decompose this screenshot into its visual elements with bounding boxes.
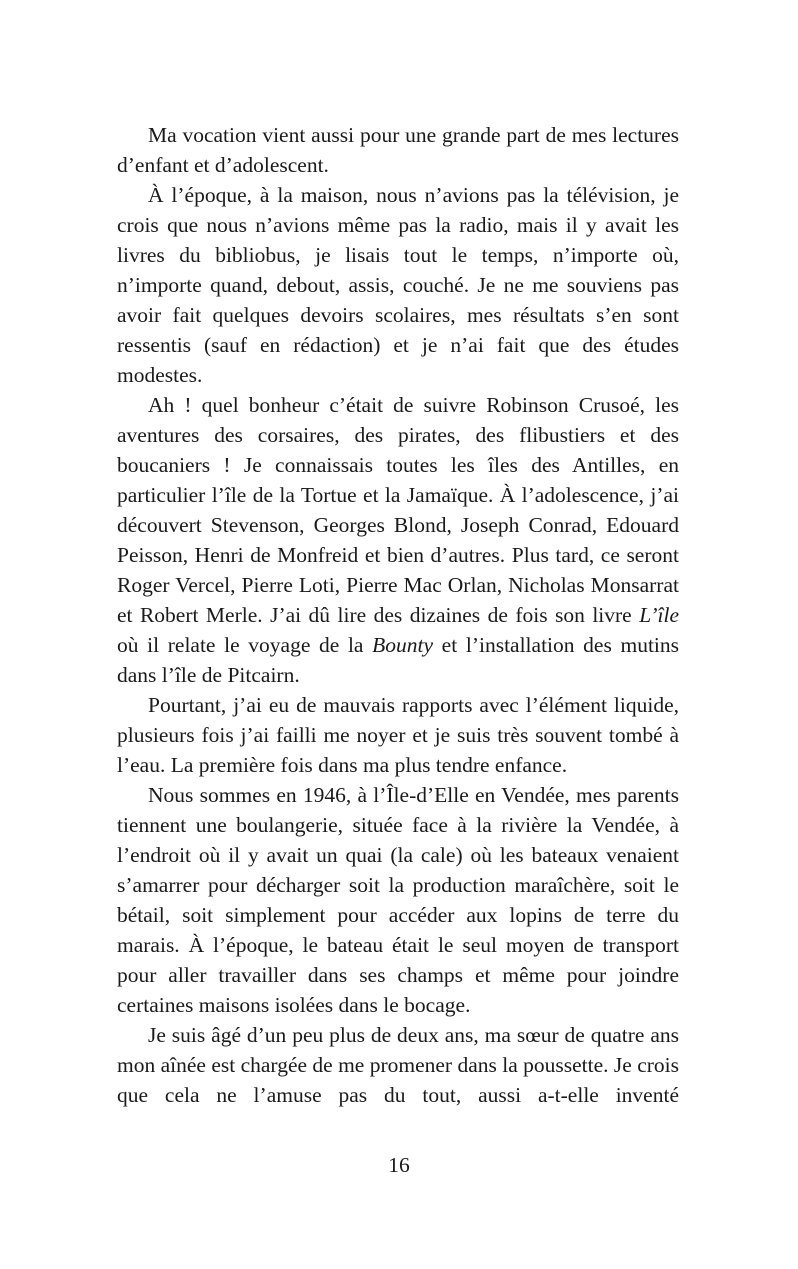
text-segment: et l’installation des mutins dans l’île de Pitcairn. <box>117 633 680 687</box>
paragraph <box>117 120 679 180</box>
text-segment: Ah ! quel bonheur c’était de suivre Robinson Crusoé, les aventures des corsaires, des pirates, des flibustiers et des boucaniers ! Je connaissais toutes les îles des Antilles, en particulier l’île de la Tortue et la Jamaïque. À l’adolescence, j’ai découvert Stevenson, Georges Blond, Joseph Conrad, Edouard Peisson, Henri de Monfreid et bien d’autres. Plus tard, ce seront Roger Vercel, Pierre Loti, Pierre Mac Orlan, Nicholas Monsarrat et Robert Merle. J’ai dû lire des dizaines de fois son livre <box>117 393 679 627</box>
italic-book-title: L’île <box>639 603 679 627</box>
paragraph <box>117 1020 679 1110</box>
paragraph <box>117 690 679 780</box>
paragraph <box>117 180 679 390</box>
text-segment: Ma vocation vient aussi pour une grande part de mes lectures d’enfant et d’adolescent. <box>117 123 679 177</box>
text-segment: Nous sommes en 1946, à l’Île-d’Elle en Vendée, mes parents tiennent une boulangerie, située face à la rivière la Vendée, à l’endroit où il y avait un quai (la cale) où les bateaux venaient s’amarrer pour décharger soit la production maraîchère, soit le bétail, soit simplement pour accéder aux lopins de terre du marais. À l’époque, le bateau était le seul moyen de transport pour aller travailler dans ses champs et même pour joindre certaines maisons isolées dans le bocage. <box>117 783 679 1017</box>
page-number: 16 <box>388 1153 410 1177</box>
text-segment: où il relate le voyage de la <box>117 633 373 657</box>
text-segment: Je suis âgé d’un peu plus de deux ans, ma sœur de quatre ans mon aînée est chargée de me promener dans la poussette. Je crois que cela ne l’amuse pas du tout, aussi a-t-elle inventé <box>117 1023 679 1107</box>
paragraph <box>117 780 679 1020</box>
text-segment: Pourtant, j’ai eu de mauvais rapports avec l’élément liquide, plusieurs fois j’ai failli me noyer et je suis très souvent tombé à l’eau. La première fois dans ma plus tendre enfance. <box>117 693 679 777</box>
italic-ship-name: Bounty <box>372 633 434 657</box>
text-segment: À l’époque, à la maison, nous n’avions pas la télévision, je crois que nous n’avions même pas la radio, mais il y avait les livres du bibliobus, je lisais tout le temps, n’importe où, n’importe quand, debout, assis, couché. Je ne me souviens pas avoir fait quelques devoirs scolaires, mes résultats s’en sont ressentis (sauf en rédaction) et je n’ai fait que des études modestes. <box>117 183 679 387</box>
body-text <box>117 120 679 1110</box>
paragraph <box>117 390 679 690</box>
